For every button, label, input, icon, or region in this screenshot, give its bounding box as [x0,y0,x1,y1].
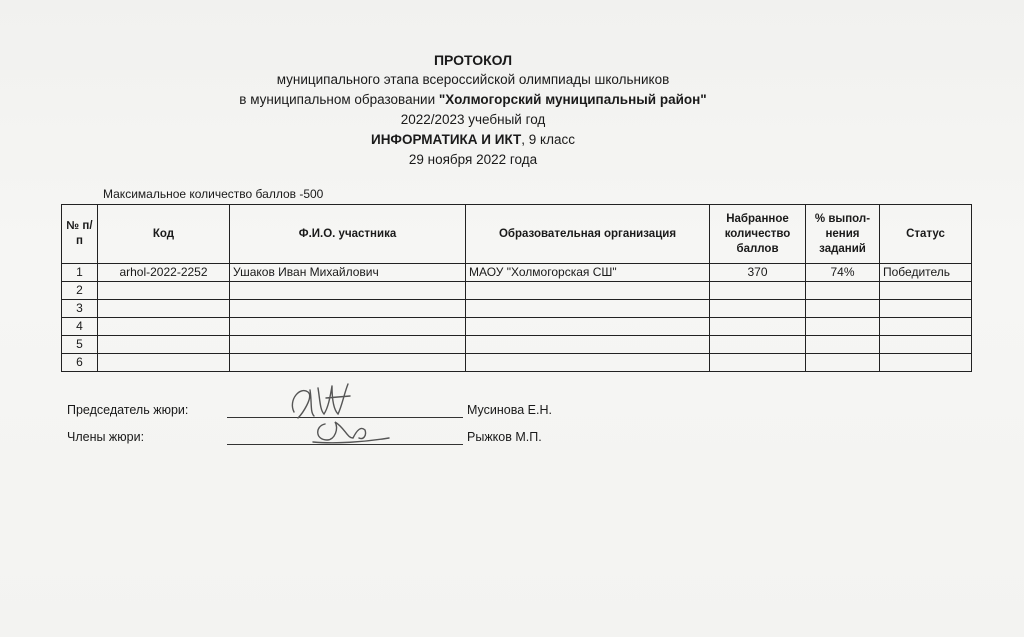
members-name: Рыжков М.П. [467,430,542,444]
cell-score [710,300,806,318]
school-year-line: 2022/2023 учебный год [400,112,546,127]
table-row [62,282,972,300]
cell-num: 5 [62,336,98,354]
header-name: Ф.И.О. участника [230,205,466,264]
header-status: Статус [880,205,972,264]
cell-code [98,282,230,300]
municipality-line [0,90,946,110]
cell-status [880,300,972,318]
cell-score [710,318,806,336]
cell-percent [806,318,880,336]
cell-num: 6 [62,354,98,372]
municipality-name: "Холмогорский муниципальный район" [438,92,707,107]
header-org: Образовательная организация [466,205,710,264]
cell-code [98,300,230,318]
cell-score: 370 [710,264,806,282]
cell-status [880,336,972,354]
cell-org [466,318,710,336]
olympiad-stage-line: муниципального этапа всероссийской олимпиады школьников [276,72,670,87]
municipality-prefix: в муниципальном образовании [239,92,439,107]
chair-name: Мусинова Е.Н. [467,403,552,417]
cell-percent [806,336,880,354]
header-score: Набранное количество баллов [710,205,806,264]
results-table [61,204,972,372]
cell-org [466,354,710,372]
table-row [62,336,972,354]
cell-org [466,336,710,354]
cell-percent [806,282,880,300]
table-row [62,300,972,318]
protocol-title: ПРОТОКОЛ [433,52,513,68]
cell-num: 4 [62,318,98,336]
cell-name [230,354,466,372]
event-date: 29 ноября 2022 года [408,152,538,167]
cell-status [880,318,972,336]
cell-org: МАОУ "Холмогорская СШ" [466,264,710,282]
cell-status [880,282,972,300]
cell-percent: 74% [806,264,880,282]
subject-grade: , 9 класс [521,132,575,147]
cell-status [880,354,972,372]
table-row [62,264,972,282]
cell-name [230,318,466,336]
cell-code [98,354,230,372]
header-num: № п/п [62,205,98,264]
header-code: Код [98,205,230,264]
cell-num: 3 [62,300,98,318]
protocol-header [0,50,946,170]
cell-code [98,336,230,354]
cell-num: 1 [62,264,98,282]
cell-percent [806,300,880,318]
cell-score [710,354,806,372]
cell-status: Победитель [880,264,972,282]
member-handwritten-signature [305,416,395,446]
subject-line [0,130,946,150]
cell-name: Ушаков Иван Михайлович [230,264,466,282]
cell-code [98,318,230,336]
cell-org [466,282,710,300]
cell-name [230,282,466,300]
cell-name [230,300,466,318]
cell-num: 2 [62,282,98,300]
table-row [62,318,972,336]
members-label: Члены жюри: [67,430,145,444]
cell-name [230,336,466,354]
cell-score [710,282,806,300]
cell-code: arhol-2022-2252 [98,264,230,282]
header-percent: % выпол-нения заданий [806,205,880,264]
table-header-row [62,205,972,264]
cell-org [466,300,710,318]
max-score-note: Максимальное количество баллов -500 [103,187,324,201]
cell-percent [806,354,880,372]
cell-score [710,336,806,354]
chair-label: Председатель жюри: [67,403,189,417]
subject-name: ИНФОРМАТИКА И ИКТ [370,132,522,147]
table-row [62,354,972,372]
